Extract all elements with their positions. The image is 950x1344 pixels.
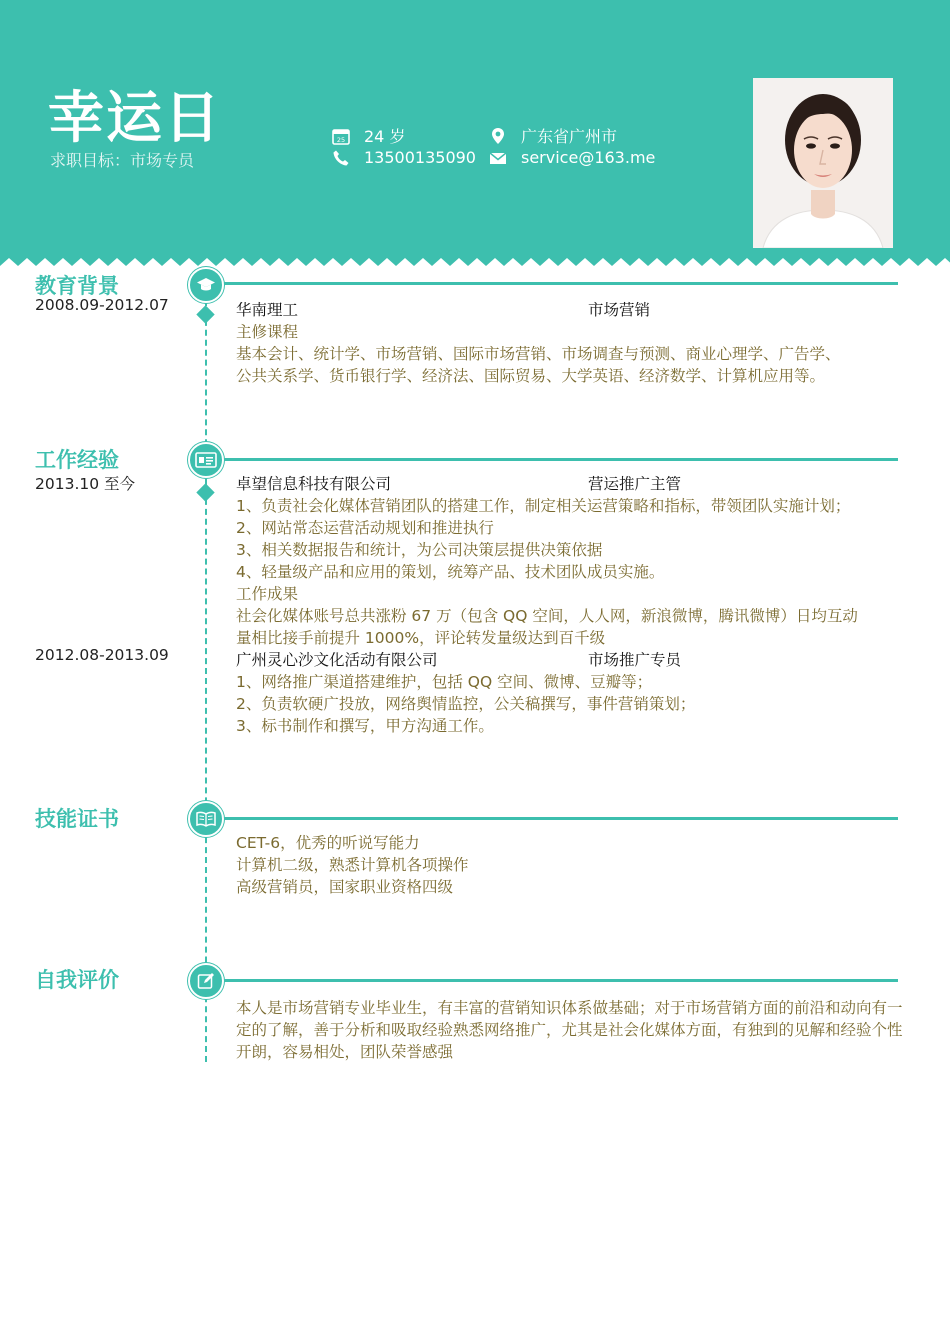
- age-info: [332, 124, 405, 147]
- duty-item: 1、网络推广渠道搭建维护，包括 QQ 空间、微博、豆瓣等；: [236, 673, 653, 691]
- location-pin-icon: [489, 127, 507, 145]
- job-date: 2013.10 至今: [35, 475, 136, 493]
- timeline-line: [205, 290, 207, 1062]
- self-evaluation-text: 本人是市场营销专业毕业生，有丰富的营销知识体系做基础；对于市场营销方面的前沿和动向有一定的了解，善于分析和吸取经验熟悉网络推广，尤其是社会化媒体方面，有独到的见解和经验个性开朗，容易相处，团队荣誉感强: [236, 999, 903, 1061]
- duty-item: 3、标书制作和撰写，甲方沟通工作。: [236, 717, 494, 735]
- edit-icon: [188, 963, 224, 999]
- book-icon: [188, 801, 224, 837]
- job-objective: 求职目标：市场专员: [50, 151, 195, 170]
- phone-icon: [332, 149, 350, 167]
- section-title-self: 自我评价: [35, 968, 119, 992]
- profile-photo: [753, 78, 893, 248]
- courses-label: 主修课程: [236, 323, 299, 341]
- result-text: 社会化媒体账号总共涨粉 67 万（包含 QQ 空间，人人网，新浪微博，腾讯微博）日均互动: [236, 607, 858, 625]
- job-date: 2012.08-2013.09: [35, 646, 169, 664]
- result-text: 量相比接手前提升 1000%，评论转发量级达到百千级: [236, 629, 606, 647]
- email-info: [489, 148, 655, 167]
- company-name: 卓望信息科技有限公司: [236, 475, 392, 493]
- id-card-icon: [188, 442, 224, 478]
- phone-info: [332, 148, 476, 167]
- school-name: 华南理工: [236, 301, 299, 319]
- email-text: service@163.me: [521, 148, 656, 167]
- education-date: 2008.09-2012.07: [35, 296, 169, 314]
- candidate-name: 幸运日: [48, 86, 222, 151]
- section-rule-education: [205, 282, 898, 285]
- section-title-education: 教育背景: [35, 274, 119, 298]
- section-rule-self: [205, 979, 898, 982]
- skill-item: CET-6，优秀的听说写能力: [236, 834, 420, 852]
- section-rule-skills: [205, 817, 898, 820]
- timeline-marker: [196, 305, 214, 323]
- duty-item: 2、网站常态运营活动规划和推进执行: [236, 519, 494, 537]
- duty-item: 3、相关数据报告和统计，为公司决策层提供决策依据: [236, 541, 603, 559]
- timeline-marker: [196, 483, 214, 501]
- graduation-cap-icon: [188, 267, 224, 303]
- result-label: 工作成果: [236, 585, 299, 603]
- major-name: 市场营销: [588, 301, 651, 319]
- company-name: 广州灵心沙文化活动有限公司: [236, 651, 438, 669]
- section-rule-work: [205, 458, 898, 461]
- skill-item: 计算机二级，熟悉计算机各项操作: [236, 856, 469, 874]
- courses-line: 公共关系学、货币银行学、经济法、国际贸易、大学英语、经济数学、计算机应用等。: [236, 367, 826, 385]
- skill-item: 高级营销员，国家职业资格四级: [236, 878, 454, 896]
- job-role: 营运推广主管: [588, 475, 682, 493]
- envelope-icon: [489, 149, 507, 167]
- section-title-skills: 技能证书: [35, 807, 119, 831]
- location-info: [489, 124, 617, 147]
- section-title-work: 工作经验: [35, 448, 119, 472]
- job-role: 市场推广专员: [588, 651, 682, 669]
- courses-line: 基本会计、统计学、市场营销、国际市场营销、市场调查与预测、商业心理学、广告学、: [236, 345, 841, 363]
- phone-text: 13500135090: [364, 148, 476, 167]
- calendar-icon: [332, 127, 350, 145]
- age-text: 24 岁: [364, 127, 406, 146]
- duty-item: 2、负责软硬广投放，网络舆情监控，公关稿撰写，事件营销策划；: [236, 695, 696, 713]
- duty-item: 4、轻量级产品和应用的策划，统筹产品、技术团队成员实施。: [236, 563, 665, 581]
- duty-item: 1、负责社会化媒体营销团队的搭建工作，制定相关运营策略和指标，带领团队实施计划；: [236, 497, 851, 515]
- svg-text:25: 25: [336, 135, 346, 144]
- zigzag-edge: [0, 258, 950, 276]
- location-text: 广东省广州市: [521, 127, 618, 146]
